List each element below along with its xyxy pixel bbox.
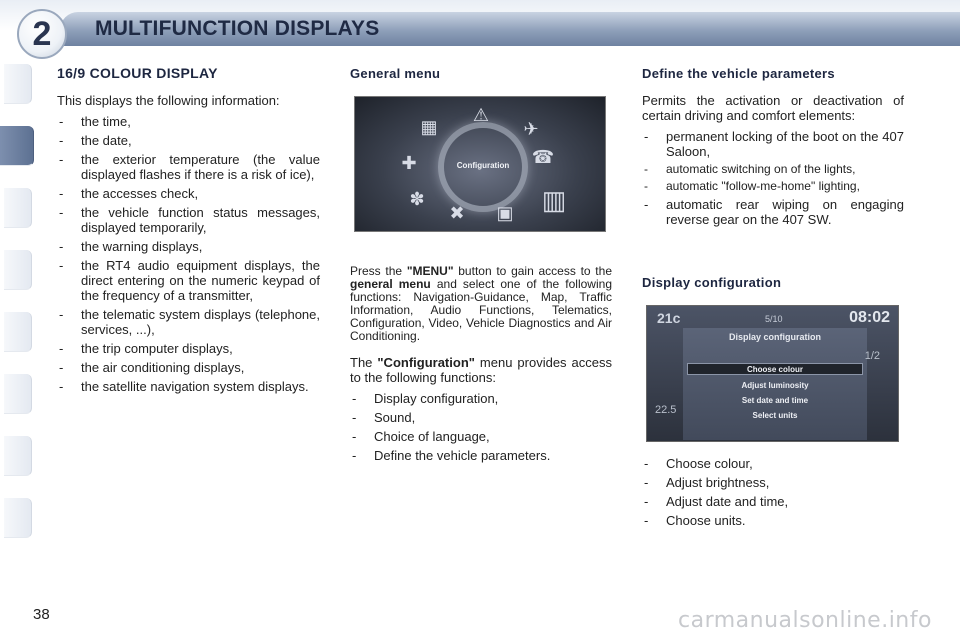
chapter-tab[interactable] <box>4 498 32 538</box>
config-panel <box>683 328 867 440</box>
video-icon[interactable]: ▣ <box>496 202 514 223</box>
list-item: - the accesses check, <box>57 186 320 201</box>
list-item: - automatic "follow-me-home" lighting, <box>642 180 904 193</box>
list-item: - the time, <box>57 114 320 129</box>
menu-button-name: "MENU" <box>406 264 454 278</box>
menu-paragraph <box>350 265 612 343</box>
chapter-badge: 2 <box>17 9 67 59</box>
column-vehicle-parameters <box>642 66 904 532</box>
chapter-tab-active[interactable] <box>0 126 34 166</box>
configuration-label: Configuration <box>456 161 510 170</box>
display-configuration-screen <box>646 305 899 442</box>
list-item: - the satellite navigation system displays. <box>57 379 320 394</box>
temperature-readout: 21c <box>657 310 681 326</box>
list-item: - Adjust date and time, <box>642 494 904 509</box>
grid-icon[interactable]: ▥ <box>541 184 567 215</box>
chapter-tabs <box>0 64 34 576</box>
list-item: - the warning displays, <box>57 239 320 254</box>
parameters-intro: Permits the activation or deactivation of certain driving and comfort elements: <box>642 93 904 123</box>
section-heading: General menu <box>350 66 441 81</box>
section-heading: 16/9 COLOUR DISPLAY <box>57 65 218 81</box>
list-item: - Choose colour, <box>642 456 904 471</box>
warning-triangle-icon[interactable]: ⚠ <box>472 104 490 125</box>
chapter-tab[interactable] <box>4 188 32 228</box>
display-config-list <box>642 456 904 528</box>
list-item: - Choose units. <box>642 513 904 528</box>
text-run: The <box>350 355 378 370</box>
page-header <box>0 0 960 56</box>
chapter-tab[interactable] <box>4 250 32 290</box>
text-run: menu provides access to the following functions: <box>350 355 613 385</box>
list-item: - the date, <box>57 133 320 148</box>
list-item: - the telematic system displays (telephone, services, ...), <box>57 307 320 337</box>
list-item: - automatic rear wiping on engaging reverse gear on the 407 SW. <box>642 197 904 227</box>
option-adjust-luminosity[interactable]: Adjust luminosity <box>741 381 809 390</box>
parameters-list <box>642 129 904 227</box>
page-number: 38 <box>33 606 50 623</box>
configuration-term: "Configuration" <box>377 355 475 370</box>
track-readout: 5/10 <box>765 314 783 324</box>
configuration-paragraph <box>350 355 612 385</box>
column-colour-display <box>57 66 320 398</box>
watermark: carmanualsonline.info <box>678 608 932 633</box>
list-item: - the air conditioning displays, <box>57 360 320 375</box>
phone-icon[interactable]: ☎ <box>531 146 555 167</box>
list-item: - the trip computer displays, <box>57 341 320 356</box>
fan-icon[interactable]: ✽ <box>409 188 425 209</box>
list-item: - permanent locking of the boot on the 407 Saloon, <box>642 129 904 159</box>
chapter-tab[interactable] <box>4 374 32 414</box>
section-heading: Define the vehicle parameters <box>642 66 835 81</box>
option-set-date-time[interactable]: Set date and time <box>741 396 809 405</box>
intro-text: This displays the following information: <box>57 93 280 108</box>
clock-readout: 08:02 <box>849 309 890 326</box>
general-menu-term: general menu <box>350 277 431 291</box>
list-item: - the vehicle function status messages, displayed temporarily, <box>57 205 320 235</box>
page-title: MULTIFUNCTION DISPLAYS <box>95 17 380 40</box>
option-select-units[interactable]: Select units <box>752 411 798 420</box>
gamepad-icon[interactable]: ✚ <box>401 152 417 173</box>
tools-icon[interactable]: ✖ <box>449 202 465 223</box>
panel-title: Display configuration <box>728 332 821 342</box>
list-item: - Define the vehicle parameters. <box>350 448 612 463</box>
list-item: - automatic switching on of the lights, <box>642 163 904 176</box>
list-item: - the exterior temperature (the value displayed flashes if there is a risk of ice), <box>57 152 320 182</box>
section-heading: Display configuration <box>642 275 782 290</box>
text-run: Press the <box>350 264 407 278</box>
list-item: - Choice of language, <box>350 429 612 444</box>
chapter-tab[interactable] <box>4 436 32 476</box>
chapter-tab[interactable] <box>4 312 32 352</box>
right-readout: 1/2 <box>864 350 880 362</box>
option-choose-colour[interactable]: Choose colour <box>687 363 863 375</box>
map-icon[interactable]: ▦ <box>420 116 438 137</box>
configuration-list <box>350 391 612 463</box>
list-item: - Display configuration, <box>350 391 612 406</box>
chapter-tab[interactable] <box>4 64 32 104</box>
general-menu-screen <box>354 96 606 232</box>
text-run: button to gain access to the <box>453 264 612 278</box>
list-item: - Sound, <box>350 410 612 425</box>
text-run: and select one of the following functions: Navigation-Guidance, Map, Traffic Information, Audio Functions, Telematics, Configuration, Video, Vehicle Diagnostics and Air Conditioning. <box>350 277 612 343</box>
list-item: - Adjust brightness, <box>642 475 904 490</box>
satellite-icon[interactable]: ✈ <box>523 118 539 139</box>
left-readout: 22.5 <box>655 404 677 416</box>
info-list <box>57 114 320 394</box>
list-item: - the RT4 audio equipment displays, the direct entering on the numeric keypad of the frequency of a transmitter, <box>57 258 320 303</box>
